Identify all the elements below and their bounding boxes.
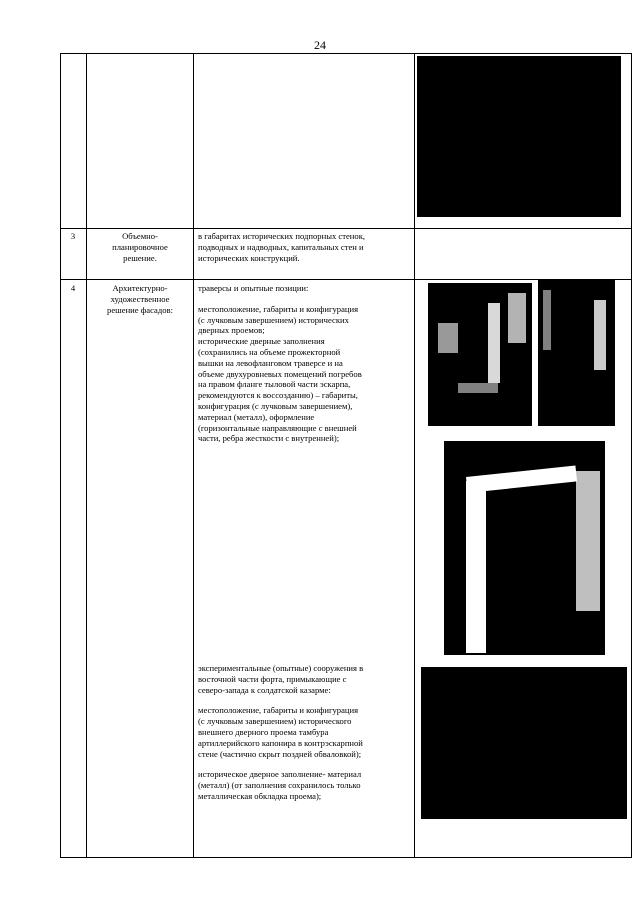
text-line: (сохранились на объеме прожекторной — [198, 346, 341, 357]
row-3-name-line: Объемно- — [122, 231, 158, 241]
photo-highlight — [508, 293, 526, 343]
text-line: (с лучковым завершением) исторического — [198, 716, 352, 727]
text-line: (металл) (от заполнения сохранилось только — [198, 780, 361, 791]
text-line: местоположение, габариты и конфигурация — [198, 705, 359, 716]
row-4-name-line: Архитектурно- — [112, 283, 168, 293]
photo-arch-outline — [466, 481, 486, 653]
row-4-name-line: художественное — [110, 293, 170, 304]
row-4-name — [88, 283, 192, 315]
block-1-heading: траверсы и опытные позиции: — [198, 283, 309, 293]
text-line: части, ребра жесткости с внутренней); — [198, 433, 340, 444]
photo-caponier-door — [421, 667, 627, 819]
text-line: материал (металл), оформление — [198, 411, 315, 422]
text-line: экспериментальные (опытные) сооружения в — [198, 663, 364, 673]
photo-top-dark — [417, 56, 621, 217]
text-line: металлическая обкладка проема); — [198, 790, 322, 801]
photo-arch-outline — [466, 466, 577, 493]
table-border-top — [60, 53, 632, 54]
text-line: вышки на левофланговом траверсе и на — [198, 357, 343, 368]
text-line: северо-запада к солдатской казарме: — [198, 684, 331, 695]
table-border-left — [60, 53, 61, 858]
row-4-number: 4 — [70, 283, 76, 293]
photo-highlight — [458, 383, 498, 393]
table-border-bottom — [60, 857, 632, 858]
block-2-paragraph-1 — [198, 663, 412, 695]
row-3-description-line: исторических конструкций. — [198, 252, 300, 263]
text-line: дверных проемов; — [198, 325, 265, 336]
photo-highlight — [438, 323, 458, 353]
table-divider-3 — [414, 53, 415, 858]
block-2-paragraph-2 — [198, 705, 412, 759]
text-line: (с лучковым завершением) исторических — [198, 314, 349, 325]
page-number: 24 — [314, 38, 326, 52]
table-divider-1 — [86, 53, 87, 858]
table-divider-2 — [193, 53, 194, 858]
row-3-description-line: в габаритах исторических подпорных стенок, — [198, 231, 366, 241]
row-3-description-line: подводных и надводных, капитальных стен и — [198, 241, 364, 252]
text-line: рекомендуются к воссозданию) – габариты, — [198, 390, 358, 401]
row-4-block-1 — [198, 283, 412, 444]
text-line: стене (частично скрыт поздней обваловкой); — [198, 748, 362, 759]
text-line: внешнего дверного проема тамбура — [198, 726, 329, 737]
table-border-right — [631, 53, 632, 858]
row-4-block-2 — [198, 663, 412, 802]
text-line: исторические дверные заполнения — [198, 336, 325, 347]
row-3-number: 3 — [70, 231, 76, 241]
block-2-paragraph-3 — [198, 769, 412, 801]
row-3-description — [198, 231, 412, 263]
text-line: на правом фланге тыловой части эскарпа, — [198, 379, 351, 390]
row-3-name-line: планировочное — [112, 241, 168, 252]
text-line: местоположение, габариты и конфигурация — [198, 303, 359, 314]
block-1-paragraph-1 — [198, 304, 412, 336]
row-3-name — [88, 231, 192, 263]
text-line: конфигурация (с лучковым завершением), — [198, 400, 353, 411]
photo-wall-highlight — [576, 471, 600, 611]
text-line: восточной части форта, примыкающие с — [198, 673, 347, 684]
photo-highlight — [488, 303, 500, 383]
text-line: историческое дверное заполнение- материал — [198, 769, 362, 780]
text-line: объеме двухуровневых помещений погребов — [198, 368, 362, 379]
photo-traverse-left — [428, 283, 532, 426]
text-line: (горизонтальные направляющие с внешней — [198, 422, 357, 433]
row-divider-3 — [60, 228, 632, 229]
photo-traverse-right — [538, 280, 615, 426]
row-3-name-line: решение. — [123, 252, 157, 263]
photo-highlight — [543, 290, 551, 350]
photo-doorway-arch — [444, 441, 605, 655]
photo-highlight — [594, 300, 606, 370]
block-1-paragraph-2 — [198, 336, 412, 444]
row-4-name-line: решение фасадов: — [107, 304, 173, 315]
text-line: артиллерийского капонира в контрэскарпной — [198, 737, 363, 748]
